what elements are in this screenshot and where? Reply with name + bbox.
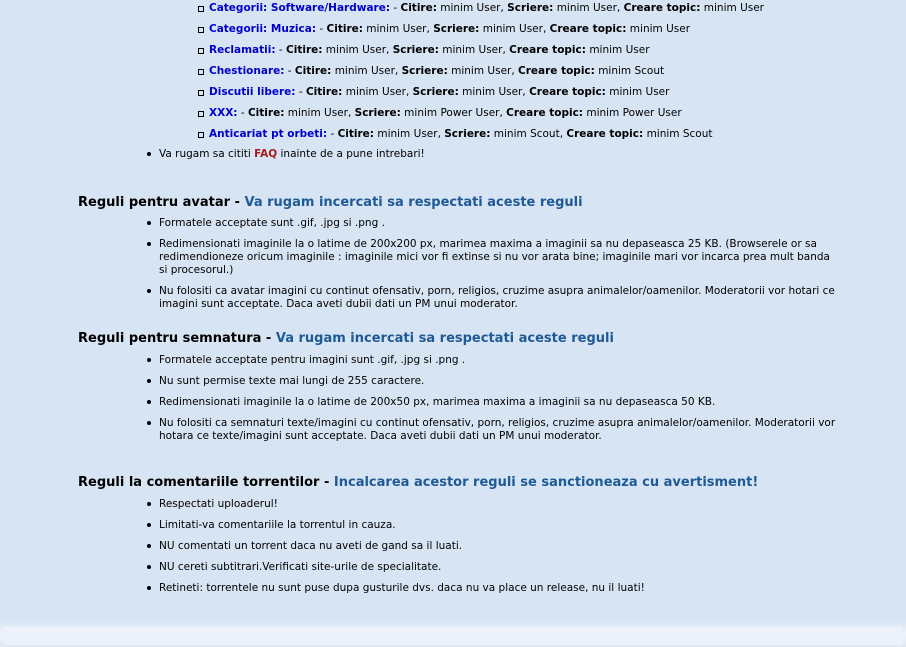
list-item: Discutii libere: - Citire: minim User, Scriere: minim User, Creare topic: minim User <box>198 84 898 105</box>
avatar-rules-list <box>146 217 836 319</box>
list-item: NU cereti subtitrari.Verificati site-urile de specialitate. <box>146 561 836 574</box>
list-item: Chestionare: - Citire: minim User, Scriere: minim User, Creare topic: minim Scout <box>198 63 898 84</box>
list-item: Nu folositi ca semnaturi texte/imagini cu continut ofensativ, porn, religios, cruzime asupra animalelor/oamenilor. Moderatorii vor hotara ce texte/imagini sunt acceptate. Daca aveti dubii dati un PM unui moderator. <box>146 417 836 443</box>
list-item: Redimensionati imaginile la o latime de 200x200 px, marimea maxima a imaginii sa nu depaseasca 25 KB. (Browserele or sa redimendioneze oricum imaginile : imaginile mici vor fi extinse si nu vor arata bine; imaginile mari vor incarca prea mult banda si procesorul.) <box>146 238 836 277</box>
list-item: Nu sunt permise texte mai lungi de 255 caractere. <box>146 375 836 388</box>
list-item: Reclamatii: - Citire: minim User, Scriere: minim User, Creare topic: minim User <box>198 42 898 63</box>
list-item: Respectati uploaderul! <box>146 498 836 511</box>
category-link[interactable]: Chestionare: <box>209 65 285 77</box>
list-item: Formatele acceptate pentru imagini sunt .gif, .jpg si .png . <box>146 354 836 367</box>
category-link[interactable]: Anticariat pt orbeti: <box>209 128 328 140</box>
list-item: Limitati-va comentariile la torrentul in cauza. <box>146 519 836 532</box>
list-item: Retineti: torrentele nu sunt puse dupa gusturile dvs. daca nu va place un release, nu il luati! <box>146 582 836 595</box>
signature-rules-list <box>146 354 836 451</box>
list-item: NU comentati un torrent daca nu aveti de gand sa il luati. <box>146 540 836 553</box>
footer-panel <box>4 626 902 645</box>
list-item: Formatele acceptate sunt .gif, .jpg si .png . <box>146 217 836 230</box>
category-permissions-list <box>198 0 898 147</box>
list-item: Nu folositi ca avatar imagini cu continut ofensativ, porn, religios, cruzime asupra animalelor/oamenilor. Moderatorii vor hotari ce imagini sunt acceptate. Daca aveti dubii dati un PM unui moderator. <box>146 285 836 311</box>
comments-section-title: Reguli la comentariile torrentilor - Incalcarea acestor reguli se sanctioneaza cu avertisment! <box>78 475 759 490</box>
footer-bar <box>0 620 906 647</box>
list-item: Redimensionati imaginile la o latime de 200x50 px, marimea maxima a imaginii sa nu depaseasca 50 KB. <box>146 396 836 409</box>
category-link[interactable]: Categorii: Software/Hardware: <box>209 2 391 14</box>
faq-link[interactable]: FAQ <box>254 148 278 160</box>
list-item: Anticariat pt orbeti: - Citire: minim User, Scriere: minim Scout, Creare topic: minim Scout <box>198 126 898 147</box>
list-item: Categorii: Muzica: - Citire: minim User, Scriere: minim User, Creare topic: minim User <box>198 21 898 42</box>
faq-note-list <box>146 148 836 169</box>
list-item: Categorii: Software/Hardware: - Citire: minim User, Scriere: minim User, Creare topic: minim User <box>198 0 898 21</box>
category-link[interactable]: Reclamatii: <box>209 44 276 56</box>
avatar-section-title: Reguli pentru avatar - Va rugam incercati sa respectati aceste reguli <box>78 195 583 210</box>
category-link[interactable]: Discutii libere: <box>209 86 296 98</box>
comments-rules-list <box>146 498 836 603</box>
faq-note: Va rugam sa cititi FAQ inainte de a pune intrebari! <box>146 148 836 161</box>
list-item: XXX: - Citire: minim User, Scriere: minim Power User, Creare topic: minim Power User <box>198 105 898 126</box>
category-link[interactable]: Categorii: Muzica: <box>209 23 317 35</box>
category-link[interactable]: XXX: <box>209 107 238 119</box>
signature-section-title: Reguli pentru semnatura - Va rugam incercati sa respectati aceste reguli <box>78 331 614 346</box>
